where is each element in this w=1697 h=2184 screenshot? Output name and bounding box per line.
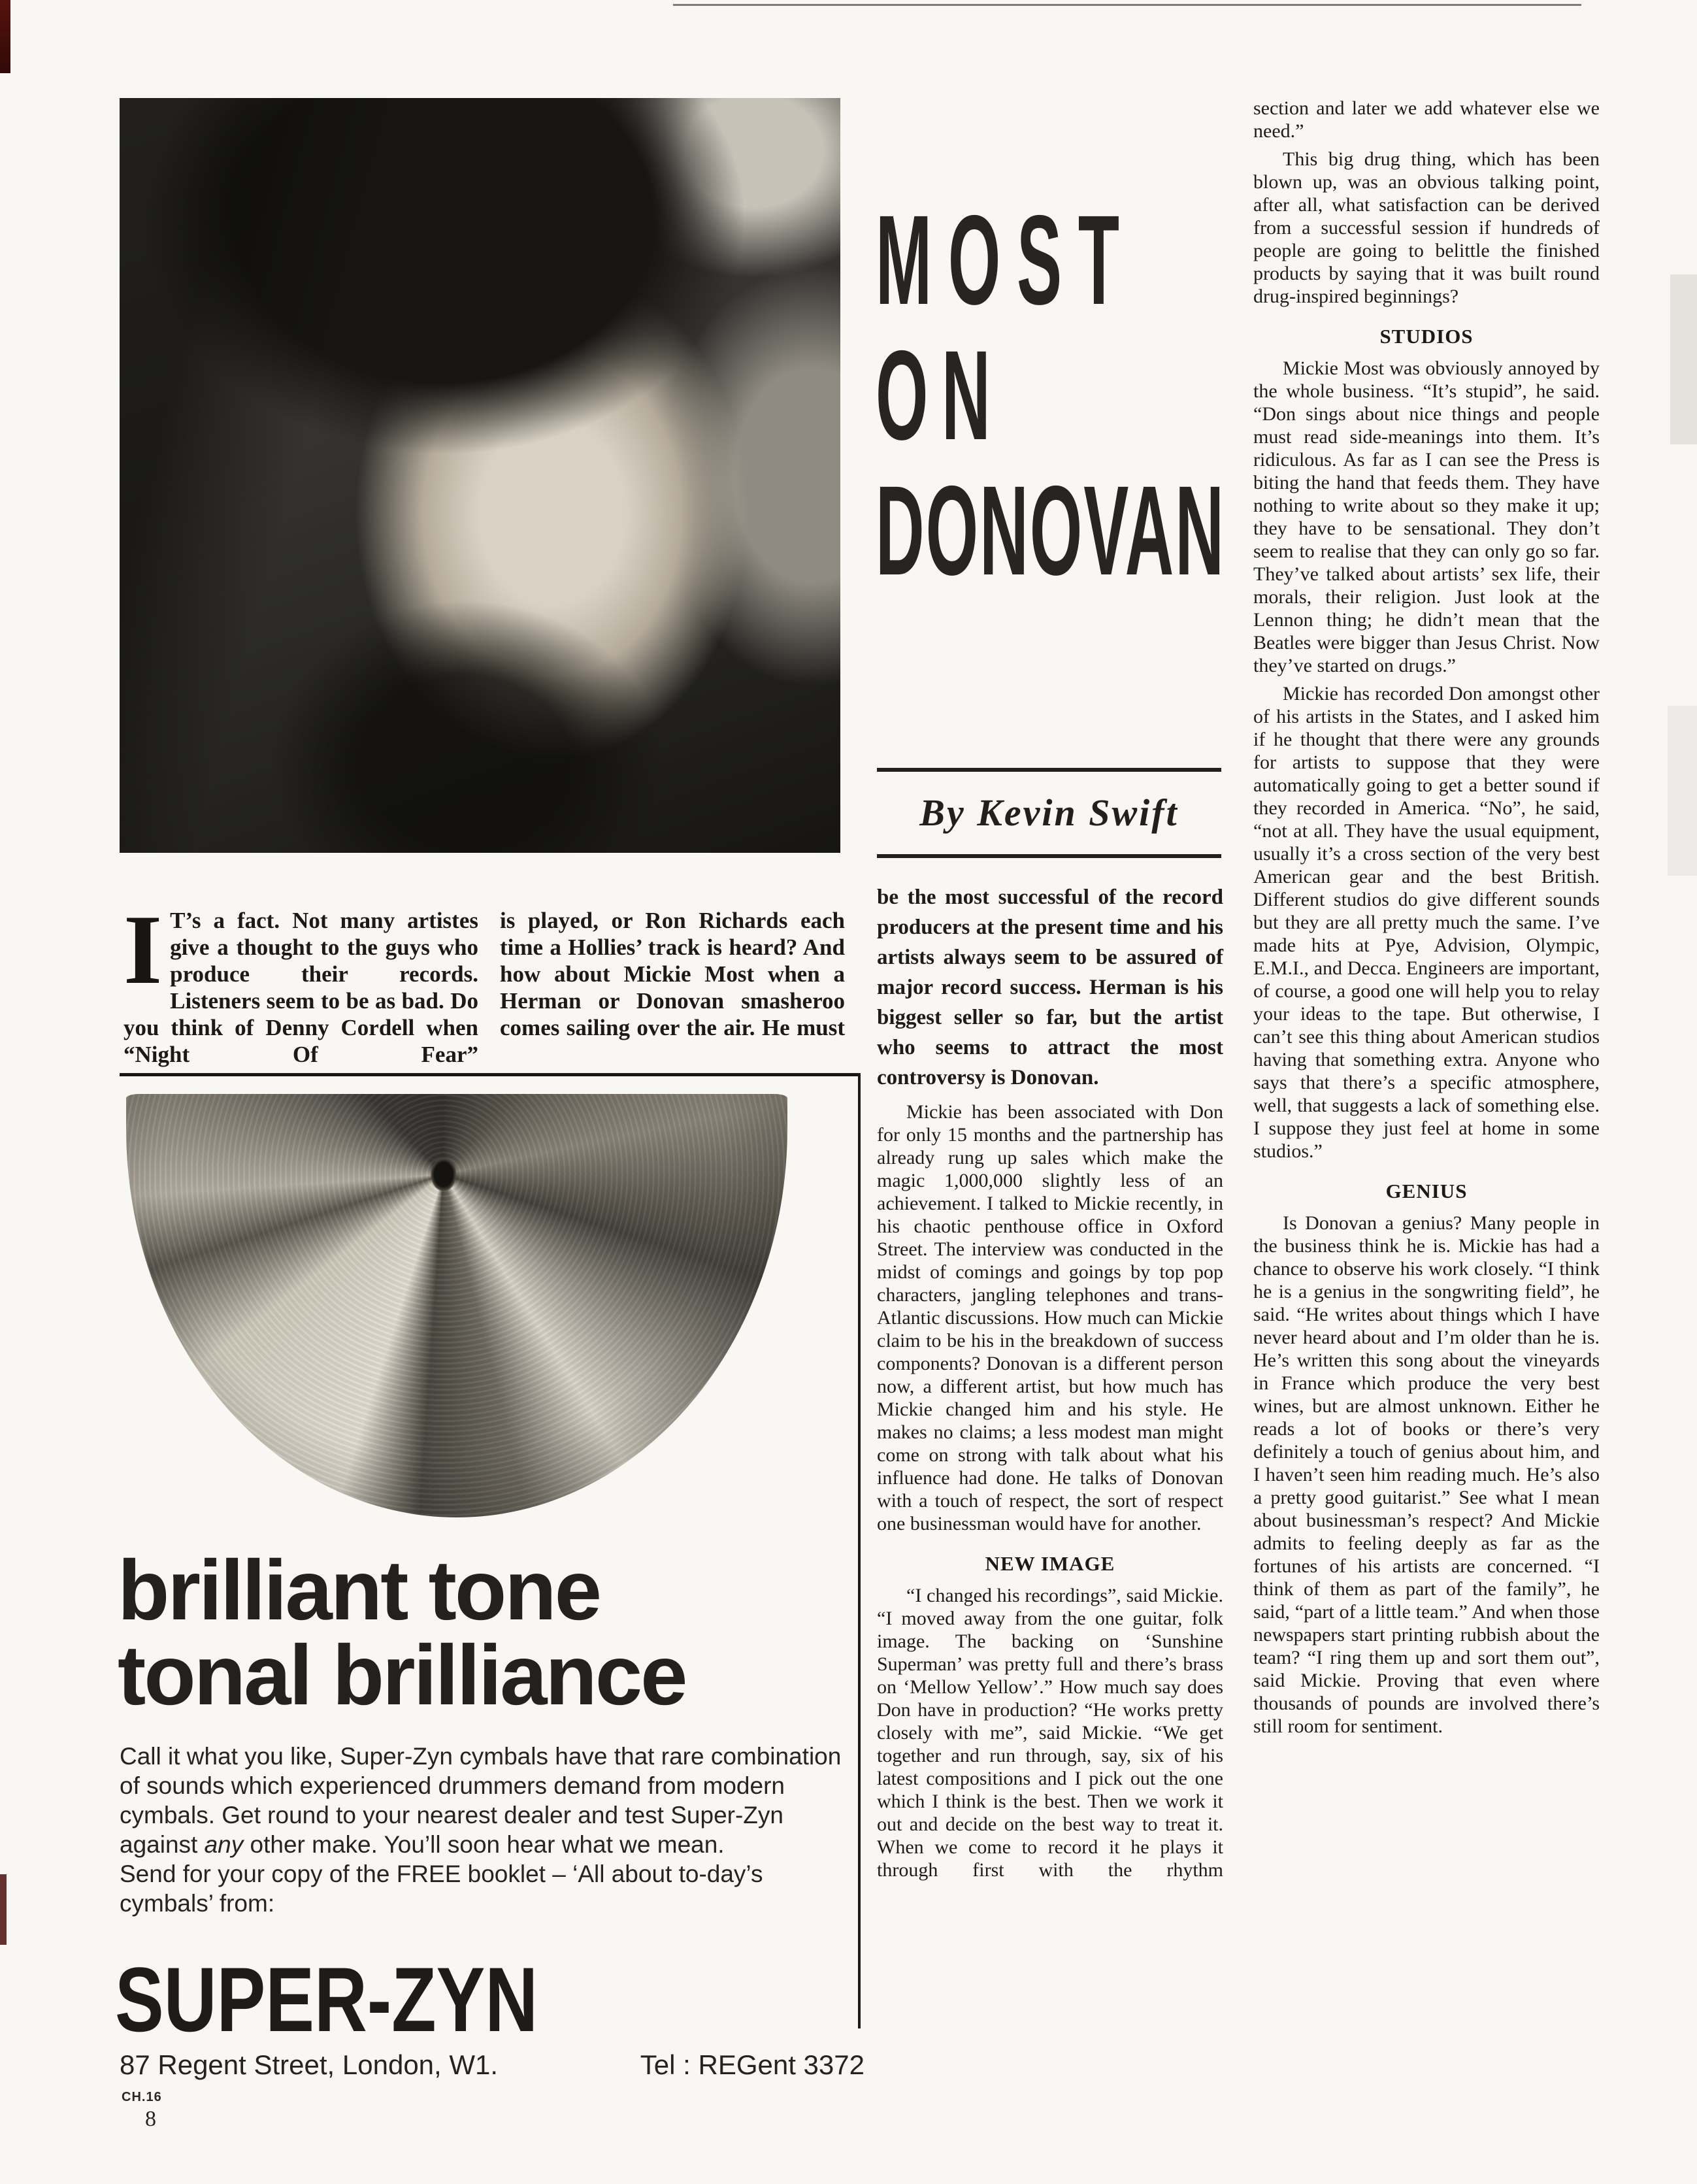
headline-line-1: MOST	[876, 189, 1136, 331]
ad-copy-paragraph	[120, 1742, 855, 1859]
scan-artifact-right-band	[1668, 706, 1697, 876]
drop-cap: I	[124, 895, 163, 1004]
ad-copy-italic: any	[204, 1831, 244, 1858]
article-paragraph: This big drug thing, which has been blown up, was an obvious talking point, after all, what satisfaction can be derived from a successful session if hundreds of people are going to belittle the finished products by saying that it was built round drug-inspired beginnings?	[1253, 148, 1600, 307]
ad-copy-text: other make. You’ll soon hear what we mean.	[243, 1831, 725, 1858]
donovan-photo	[120, 98, 840, 853]
lead-paragraph: be the most successful of the record producers at the present time and his artists always seem to be assured of major record success. Herman is his biggest seller so far, but the artist who seems to attract the most controversy is Donovan.	[877, 885, 1223, 1089]
byline-text: By Kevin Swift	[919, 791, 1179, 834]
scan-artifact-left-edge	[0, 1874, 7, 1945]
ad-copy-send-line: Send for your copy of the FREE booklet – ‘All about to-day’s cymbals’ from:	[120, 1861, 763, 1917]
ad-copy	[120, 1742, 855, 1918]
byline	[877, 768, 1221, 858]
intro-column-1	[124, 895, 478, 1068]
intro-column-2	[500, 907, 845, 1041]
page-number: 8	[145, 2107, 156, 2131]
article-middle-column	[877, 882, 1223, 1887]
ad-headline-line-1: brilliant tone	[118, 1542, 600, 1638]
ad-border-right	[858, 1073, 861, 2028]
ad-border-top	[120, 1073, 859, 1076]
byline-rule-bottom	[877, 854, 1221, 858]
ad-reference-code: CH.16	[122, 2090, 162, 2104]
subhead-new-image: NEW IMAGE	[985, 1552, 1115, 1575]
intro-paragraph-1	[124, 895, 478, 1068]
ad-street-address: 87 Regent Street, London, W1.	[120, 2049, 499, 2080]
ad-copy-text: Call it what you like, Super-Zyn cymbals have that rare combination of sounds which experienced drummers demand from modern cymbals. Get round to your nearest dealer and test Super-Zyn against	[120, 1743, 842, 1858]
subhead-genius: GENIUS	[1385, 1180, 1468, 1202]
ad-address-row	[120, 2049, 865, 2081]
ad-headline-line-2: tonal brilliance	[118, 1627, 686, 1723]
scan-artifact-right-band	[1670, 274, 1697, 444]
cymbal-photo	[126, 1094, 787, 1517]
intro-text-2: is played, or Ron Richards each time a Hollies’ track is heard? And how about Mickie Most when a Herman or Donovan smasheroo comes sailing over the air. He must	[500, 908, 845, 1040]
subhead-studios: STUDIOS	[1379, 325, 1474, 348]
ad-phone: Tel : REGent 3372	[640, 2049, 865, 2080]
article-right-column	[1253, 97, 1600, 1743]
article-paragraph: Mickie has been associated with Don for only 15 months and the partnership has already rung up sales which make the magic 1,000,000 slightly less of an achievement. I talked to Mickie recently, in his chaotic penthouse office in Oxford Street. The interview was conducted in the midst of comings and goings by top pop characters, jangling telephones and trans-Atlantic discussions. How much can Mickie claim to be his in the breakdown of success components? Donovan is a different person now, a different artist, but how much has Mickie changed him and his style. He makes no claims; a less modest man might come on strong with talk about what his influence had done. He talks of Donovan with a touch of respect, the sort of respect one businessman would have for another.	[877, 1101, 1223, 1534]
intro-text-1: T’s a fact. Not many artistes give a thought to the guys who produce their records. Listeners seem to be as bad. Do you think of Denny Cordell when “Night Of Fear”	[124, 908, 478, 1067]
article-paragraph: Mickie Most was obviously annoyed by the whole business. “It’s stupid”, he said. “Don sings about nice things and people must read side-meanings into them. It’s ridiculous. As far as I can see the Press is biting the hand that feeds them. They have nothing to write about so they make it up; they have to be sensational. They don’t seem to realise that they can only go so far. They’ve talked about artists’ sex life, their morals, their religion. Just look at the Lennon thing; he didn’t mean that the Beatles were bigger than Jesus Christ. Now they’ve started on drugs.”	[1253, 357, 1600, 676]
article-paragraph: Mickie has recorded Don amongst other of his artists in the States, and I asked him if he thought that there were any grounds for artists to suppose that they were automatically going to get a better sound if they recorded in America. “No”, he said, “not at all. They have the usual equipment, usually it’s a cross section of the very best American gear and the best British. Different studios do give different sounds but they are all pretty much the same. I’ve made hits at Pye, Advision, Olympic, E.M.I., and Decca. Engineers are important, of course, a good one will help you to relay your ideas to the tape. But otherwise, I can’t see this thing about American studios having that something extra. Anyone who says that there’s a specific atmosphere, well, that suggests a lack of something else. I suppose they just feel at home in some studios.”	[1253, 683, 1600, 1162]
ad-headline	[118, 1542, 686, 1723]
article-paragraph: “I changed his recordings”, said Mickie. “I moved away from the one guitar, folk image. The backing on ‘Sunshine Superman’ was pretty full and there’s brass on ‘Mellow Yellow’.” How much say does Don have in production? “He works pretty closely with me”, said Mickie. “We get together and run through, say, six of his latest compositions and I pick out the one which I think is the best. Then we work it out and decide on the best way to treat it. When we come to record it he plays it through first with the rhythm	[877, 1585, 1223, 1881]
article-paragraph: Is Donovan a genius? Many people in the business think he is. Mickie has had a chance to observe his work closely. “I think he is a genius in the songwriting field”, he said. “He writes about things which I have never heard about and I’m older than he is. He’s written this song about the vineyards in France which produce the very best wines, but are almost unknown. Either he reads a lot of books or there’s very definitely a touch of genius about him, and I haven’t seen him reading much. He’s also a pretty good guitarist.” See what I mean about businessman’s respect? And Mickie admits to feeling deeply as far as the fortunes of his artists are concerned. “I think of them as part of the family”, he said, “part of a little team.” And when those newspapers start printing rubbish about the team? “I ring them up and sort them out”, said Mickie. Proving that even where thousands of pounds are involved there’s still room for sentiment.	[1253, 1212, 1600, 1737]
headline-line-2: ON	[876, 324, 1004, 467]
headline-line-3: DONOVAN	[876, 459, 1226, 602]
super-zyn-logo: SUPER-ZYN	[115, 1948, 538, 2051]
article-paragraph: section and later we add whatever else we need.”	[1253, 97, 1600, 142]
scan-artifact-top-left	[0, 0, 10, 73]
scan-artifact-top-line	[673, 4, 1581, 6]
